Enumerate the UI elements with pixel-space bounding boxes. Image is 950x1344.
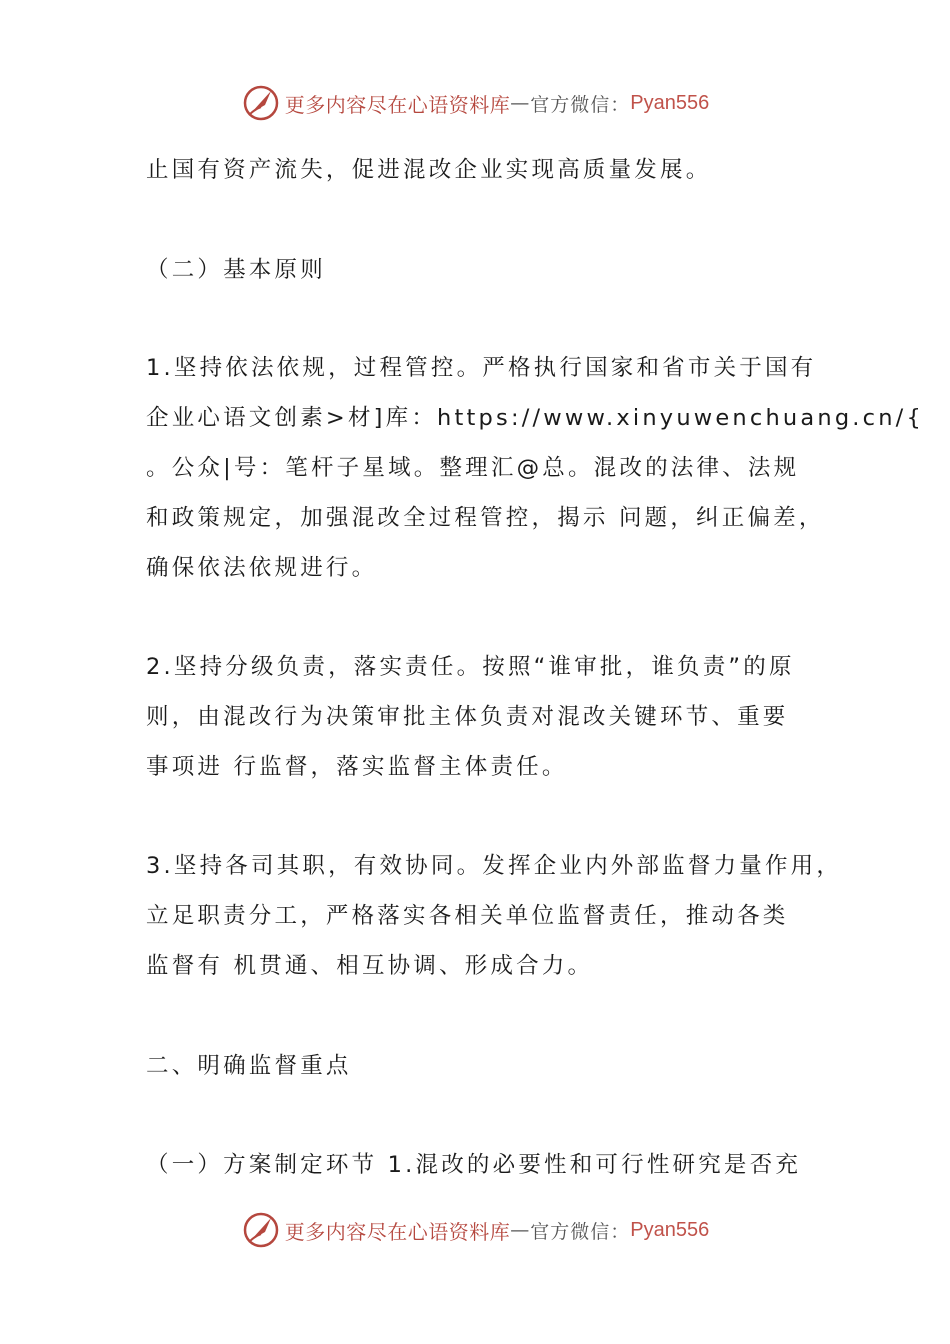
quill-logo-icon: [241, 1210, 281, 1250]
watermark-title: 更多内容尽在心语资料库: [284, 92, 511, 117]
watermark-id: Pyan556: [630, 1218, 710, 1241]
body-line: 监督有 机贯通、相互协调、形成合力。: [146, 953, 594, 979]
body-line: 和政策规定，加强混改全过程管控，揭示 问题，纠正偏差，: [146, 505, 825, 531]
body-line: 。公众|号：笔杆子星域。整理汇@总。混改的法律、法规: [146, 455, 800, 481]
body-line: 立足职责分工，严格落实各相关单位监督责任，推动各类: [146, 903, 789, 929]
section-heading: 二、明确监督重点: [146, 1053, 352, 1079]
body-line: 则，由混改行为决策审批主体负责对混改关键环节、重要: [146, 704, 789, 730]
footer-watermark: [0, 1210, 950, 1250]
section-heading: （二）基本原则: [146, 257, 326, 283]
watermark-label: 官方微信：: [530, 93, 631, 116]
header-watermark: [0, 83, 950, 123]
body-line: 事项进 行监督，落实监督主体责任。: [146, 754, 568, 780]
watermark-id: Pyan556: [630, 91, 710, 114]
body-line: （一）方案制定环节 1.混改的必要性和可行性研究是否充: [146, 1152, 802, 1178]
body-line: 企业心语文创素>材]库：https://www.xinyuwenchuang.cn/{: [146, 405, 924, 431]
body-line: 3.坚持各司其职，有效协同。发挥企业内外部监督力量作用，: [146, 853, 843, 879]
body-line: 止国有资产流失，促进混改企业实现高质量发展。: [146, 157, 712, 183]
quill-logo-icon: [241, 83, 281, 123]
watermark-label: 官方微信：: [530, 1220, 631, 1243]
body-line: 2.坚持分级负责，落实责任。按照“谁审批，谁负责”的原: [146, 654, 795, 680]
body-line: 1.坚持依法依规，过程管控。严格执行国家和省市关于国有: [146, 355, 817, 381]
watermark-dash: —: [510, 92, 531, 114]
body-line: 确保依法依规进行。: [146, 555, 378, 581]
watermark-dash: —: [510, 1219, 531, 1241]
watermark-title: 更多内容尽在心语资料库: [284, 1219, 511, 1244]
